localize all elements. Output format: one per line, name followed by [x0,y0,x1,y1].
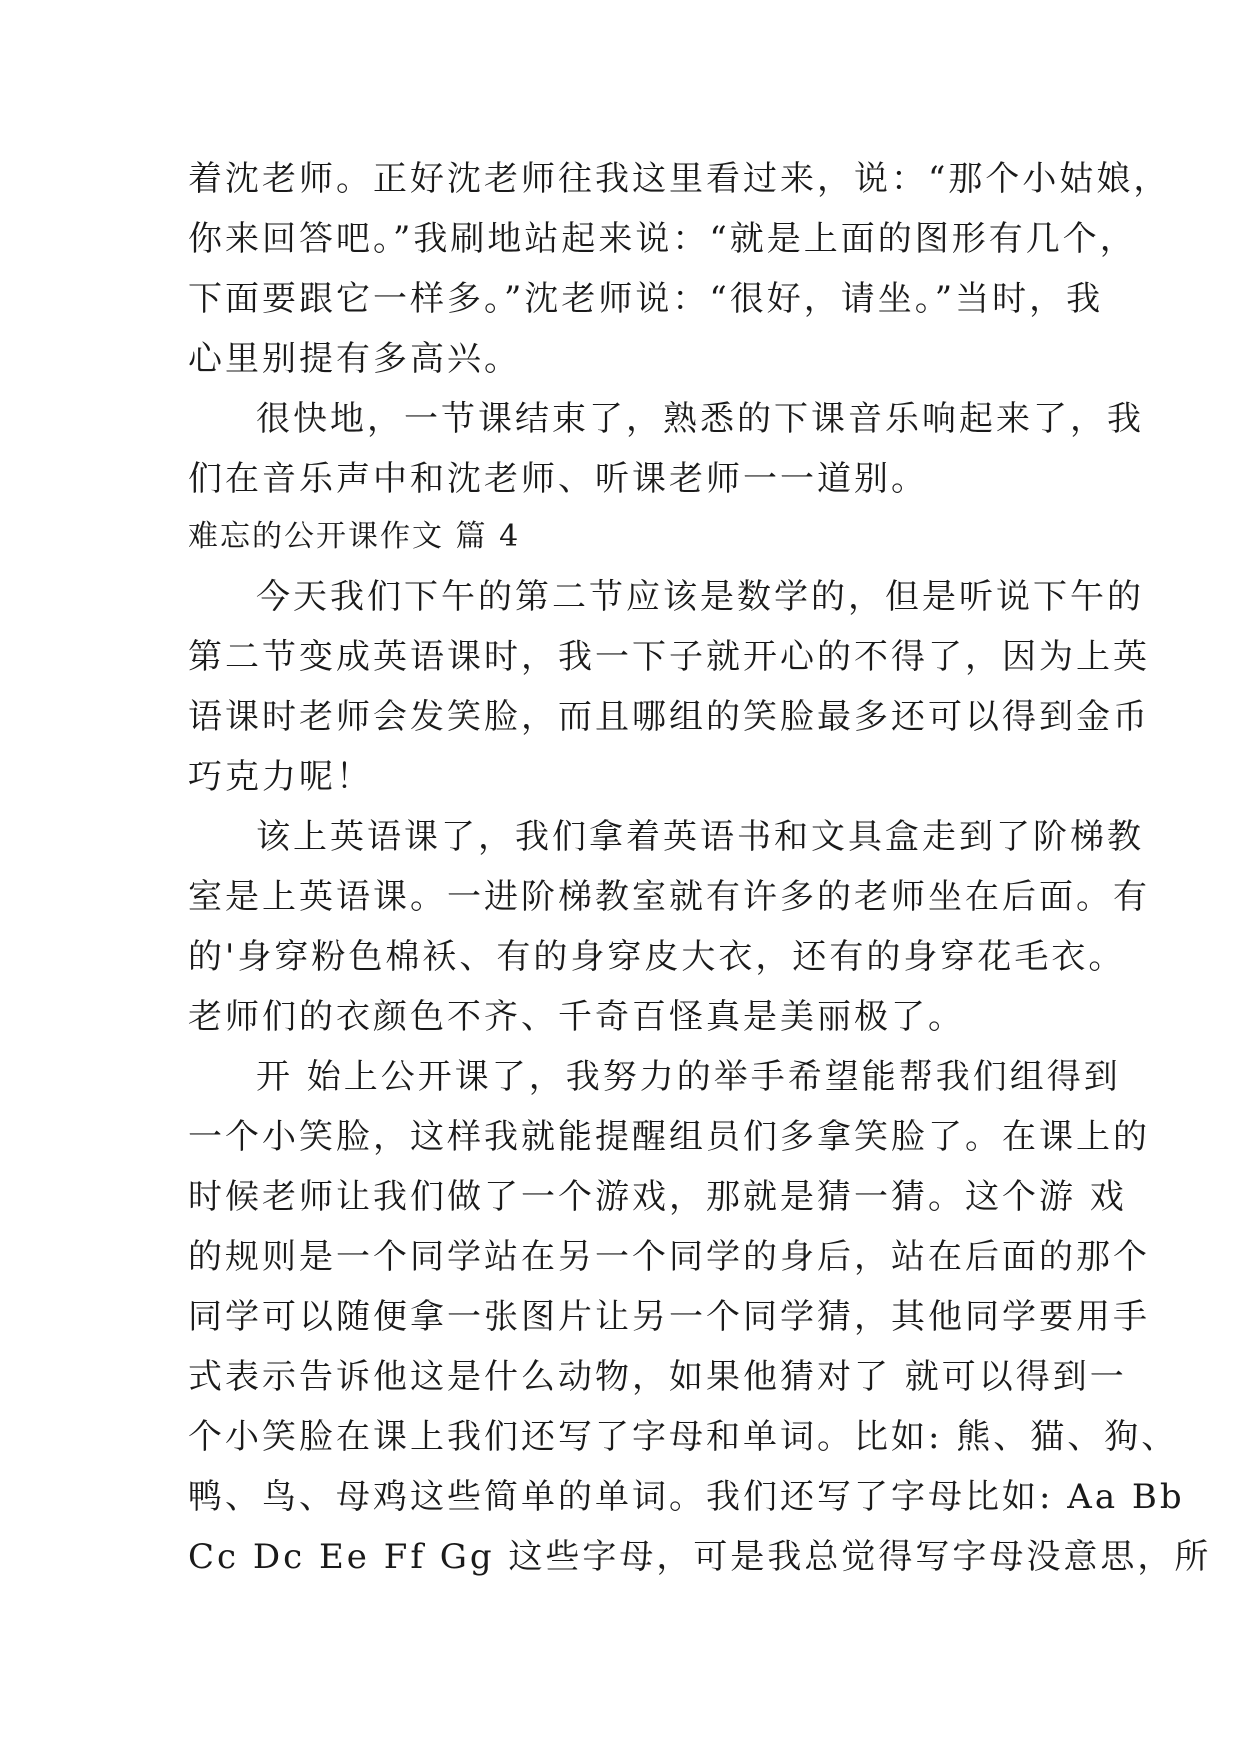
text-line: 今天我们下午的第二节应该是数学的，但是听说下午的 [256,577,1144,617]
text-line: 心里别提有多高兴。 [188,339,521,379]
text-line: 个小笑脸在课上我们还写了字母和单词。比如: 熊、猫、狗、 [188,1417,1179,1457]
text-line: 开 始上公开课了，我努力的举手希望能帮我们组得到 [256,1057,1121,1097]
text-line: 你来回答吧。”我刷地站起来说：“就是上面的图形有几个， [188,219,1137,259]
text-line: 很快地，一节课结束了，熟悉的下课音乐响起来了，我 [256,399,1144,439]
text-line: 下面要跟它一样多。”沈老师说：“很好，请坐。”当时，我 [188,279,1104,319]
text-line: 第二节变成英语课时，我一下子就开心的不得了，因为上英 [188,637,1150,677]
section-heading: 难忘的公开课作文 篇 4 [188,519,521,554]
text-line: 的'身穿粉色棉袄、有的身穿皮大衣，还有的身穿花毛衣。 [188,937,1126,977]
text-line: 时候老师让我们做了一个游戏，那就是猜一猜。这个游 戏 [188,1177,1127,1217]
text-line: 同学可以随便拿一张图片让另一个同学猜，其他同学要用手 [188,1297,1150,1337]
text-line: 老师们的衣颜色不齐、千奇百怪真是美丽极了。 [188,997,965,1037]
text-line: 着沈老师。正好沈老师往我这里看过来，说：“那个小姑娘， [188,159,1171,199]
text-line: 鸭、鸟、母鸡这些简单的单词。我们还写了字母比如: Aa Bb [188,1477,1185,1517]
text-line: 们在音乐声中和沈老师、听课老师一一道别。 [188,459,928,499]
text-line: Cc Dc Ee Ff Gg 这些字母，可是我总觉得写字母没意思，所 [188,1537,1212,1577]
text-line: 的规则是一个同学站在另一个同学的身后，站在后面的那个 [188,1237,1150,1277]
text-line: 语课时老师会发笑脸，而且哪组的笑脸最多还可以得到金币 [188,697,1150,737]
text-line: 巧克力呢！ [188,757,373,797]
text-line: 该上英语课了，我们拿着英语书和文具盒走到了阶梯教 [256,817,1144,857]
text-line: 一个小笑脸，这样我就能提醒组员们多拿笑脸了。在课上的 [188,1117,1150,1157]
text-line: 式表示告诉他这是什么动物，如果他猜对了 就可以得到一 [188,1357,1127,1397]
text-line: 室是上英语课。一进阶梯教室就有许多的老师坐在后面。有 [188,877,1150,917]
